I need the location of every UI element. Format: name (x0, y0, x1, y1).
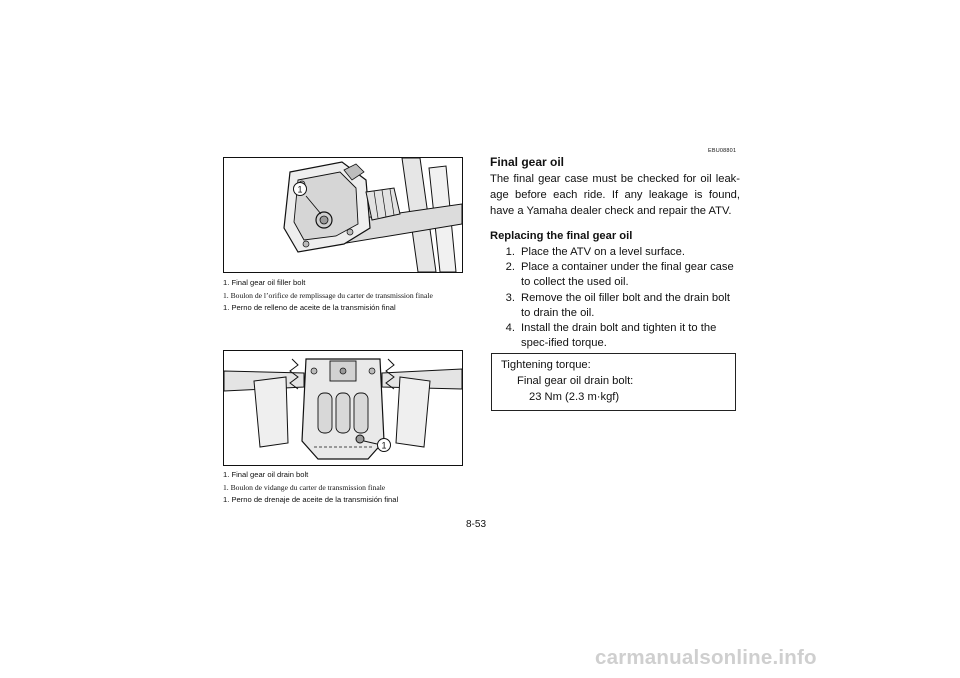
section-subtitle: Replacing the final gear oil (490, 230, 633, 242)
torque-value: 23 Nm (2.3 m·kgf) (529, 391, 620, 403)
step-text: Place a container under the final gear case to collect the used oil. (521, 261, 734, 289)
caption-en: 1. Final gear oil filler bolt (223, 278, 306, 287)
step-number: 2. (505, 261, 515, 274)
step-text: Remove the oil filler bolt and the drain bolt to drain the oil. (521, 291, 730, 319)
caption-fr: 1. Boulon de vidange du carter de transmission finale (223, 482, 386, 492)
section-title: Final gear oil (490, 155, 565, 169)
callout-number: 1 (297, 184, 303, 195)
caption-en: 1. Final gear oil drain bolt (223, 470, 309, 479)
figure-filler-bolt (223, 157, 463, 273)
step-number: 3. (505, 291, 515, 304)
steps-list (490, 245, 740, 351)
step-number: 1. (505, 246, 515, 258)
caption-es: 1. Perno de drenaje de aceite de la transmisión final (223, 495, 399, 504)
step-item (490, 245, 740, 260)
step-item (490, 260, 740, 290)
figure2-captions (223, 469, 473, 507)
figure-drain-bolt (223, 350, 463, 466)
torque-item: Final gear oil drain bolt: (517, 375, 634, 387)
page-number: 8-53 (466, 519, 487, 530)
step-number: 4. (505, 322, 515, 335)
section-body: The final gear case must be checked for oil leak-age before each ride. If any leakage is found, have a Yamaha dealer check and repair the ATV. (490, 173, 740, 217)
drain-bolt-illustration (224, 351, 462, 465)
step-text: Place the ATV on a level surface. (521, 246, 685, 258)
torque-heading: Tightening torque: (501, 359, 591, 371)
caption-fr: 1. Boulon de l’orifice de remplissage du carter de transmission finale (223, 290, 433, 300)
section-code: EBU08801 (708, 148, 737, 154)
torque-spec-box (491, 353, 736, 411)
figure1-captions (223, 277, 473, 315)
caption-es: 1. Perno de relleno de aceite de la transmisión final (223, 303, 396, 312)
filler-bolt-illustration (224, 158, 462, 272)
callout-number: 1 (381, 440, 387, 451)
footer-watermark: carmanualsonline.info (595, 646, 817, 669)
step-item (490, 321, 740, 351)
step-text: Install the drain bolt and tighten it to the spec-ified torque. (521, 322, 717, 350)
step-item (490, 291, 740, 321)
